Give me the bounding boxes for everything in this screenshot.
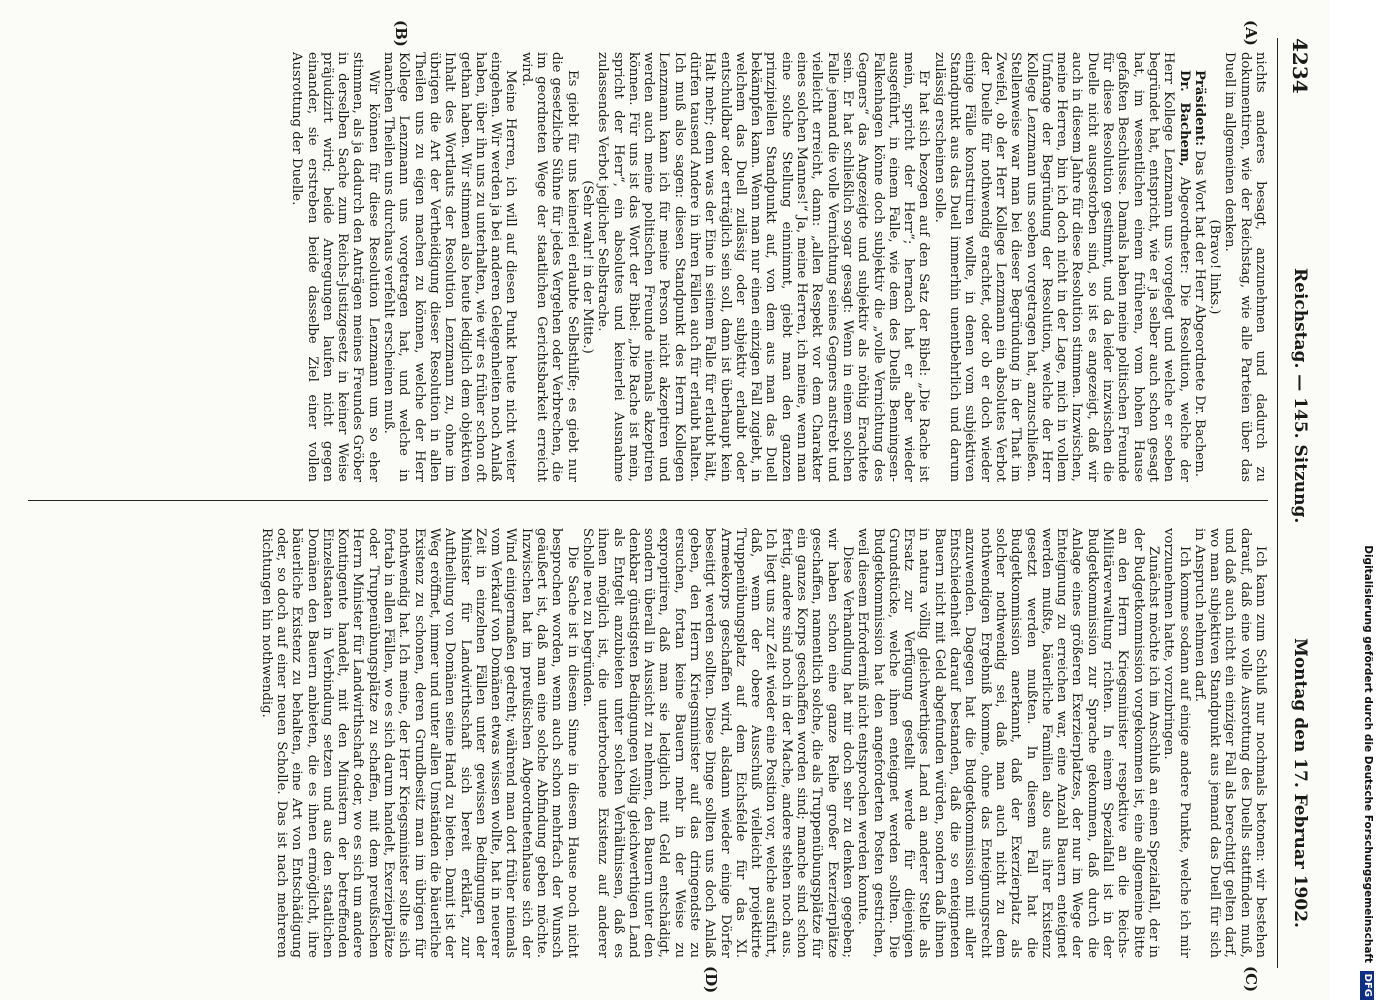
speaker-name: Dr. Bachem, <box>1176 70 1192 167</box>
paragraph: Wir können für diese Resolution Lenzmann um so eher stimmen, als ja dadurch den Anträgen meines Freundes Gröber in derselben Sache zum Reichs-Justizgesetz in keiner Weise präjudizirt wird; beide Anregungen laufen nicht gegen einander, sie erstreben beide dasselbe Ziel einer vollen Ausrottung der Duelle. <box>289 52 381 482</box>
running-head <box>1277 38 1322 968</box>
margin-letter-d: (D) <box>702 966 720 994</box>
dfg-logo: DFG <box>1360 971 1374 1000</box>
paragraph-text: Abgeordneter: Die Resolution, welche der Herr Kollege Lenzmann uns vorgelegt und welche er soeben begründet hat, entspricht, wie er ja selber auch schon gesagt hat, im wesentlichen einem früheren, vom hohen Hause gefaßten Beschlusse. Damals haben meine politischen Freunde für diese Resolution gestimmt, und da leider inzwischen die Duelle nicht ausgestorben sind, so ist es angezeigt, daß wir auch in diesem Jahre für diese Resolution stimmen. Inzwischen, meine Herren, bin ich doch nicht in der Lage, mich in vollem Umfange der Begründung der Resolution, welche der Herr Kollege Lenzmann uns soeben vorgetragen hat, anzuschließen. Stellenweise war man bei dieser Begründung in der That im Zweifel, ob der Herr Kollege Lenzmann ein absolutes Verbot der Duelle für nothwendig erachtet, oder ob er doch wieder einige Fälle konstruiren wollte, in denen vom subjektiven Standpunkt aus das Duell immerhin unentbehrlich und darum zulässig erscheinen solle. <box>931 52 1192 482</box>
paragraph: Meine Herren, ich will auf diesen Punkt heute nicht weiter eingehen. Wir werden ja bei anderen Gelegenheiten noch Anlaß haben, über ihn uns zu unterhalten, wie wir es früher schon oft gethan haben. Wir stimmen also heute lediglich dem objektiven Inhalt des Wortlauts der Resolution Lenzmann zu, ohne im übrigen die Art der Vertheidigung dieser Resolution in allen Theilen uns zu eigen machen zu können, welche der Herr Kollege Lenzmann uns vorgetragen hat, und welche in manchen Theilen uns durchaus verfehlt erscheinen muß. <box>381 52 519 482</box>
right-column <box>28 528 1268 958</box>
paragraph: nichts anderes besagt, anzunehmen und dadurch zu dokumentiren, wie der Reichstag, wie alle Parteien über das Duell im allgemeinen denken. <box>1222 52 1268 482</box>
paragraph: Ich komme sodann auf einige andere Punkte, welche ich mir vorzunehmen hatte, vorzubringen. <box>1161 528 1192 958</box>
left-column <box>28 52 1268 482</box>
paragraph <box>931 52 1191 482</box>
interjection: (Bravo! links.) <box>1207 219 1223 315</box>
margin-letter-c: (C) <box>1242 966 1260 993</box>
session-date: Montag den 17. Februar 1902. <box>1290 638 1310 928</box>
paragraph: Zunächst möchte ich im Anschluß an einen Spezialfall, der in der Budgetkommission vorgekommen ist, eine allgemeine Bitte an den Herrn Kriegsminister respektive an die Reichs-Militärverwaltung richten. In einem Spezialfall ist in der Budgetkommission zur Sprache gekommen, daß durch die Anlage eines größeren Exerzierplatzes, der nur im Wege der Enteignung zu erreichen war, eine Anzahl Bauern enteignet werden mußte, bäuerliche Familien also aus ihrer Existenz gesetzt werden mußten. In diesem Fall hat die Budgetkommission anerkannt, daß der Exerzierplatz als solcher nothwendig sei, daß man auch nicht zu dem nothwendigen Ergebniß komme, ohne das Enteignungsrecht anzuwenden. Dagegen hat die Budgetkommission mit aller Entschiedenheit darauf bestanden, daß die so enteigneten Bauern nicht mit Geld abgefunden würden, sondern daß ihnen in natura völlig gleichwerthiges Land an anderer Stelle als Ersatz zur Verfügung gestellt werde für diejenigen Grundstücke, welche ihnen enteignet werden sollten. Die Budgetkommission hat den angeforderten Posten gestrichen, weil diesem Erforderniß nicht entsprochen werden konnte. <box>855 528 1161 958</box>
session-title: Reichstag. — 145. Sitzung. <box>1290 268 1310 524</box>
digitization-note <box>1352 0 1383 1000</box>
paragraph: Die Sache ist in diesem Sinne in diesem Hause noch nicht besprochen worden, wenn auch schon mehrfach der Wunsch geäußert ist, daß man eine solche Abfindung geben möchte. Inzwischen hat im preußischen Abgeordnetenhause sich der Wind einigermaßen gedreht; während man dort früher niemals vom Verkauf von Domänen etwas wissen wollte, hat in neuerer Zeit in einzelnen Fällen unter gewissen Bedingungen der Minister für Landwirthschaft sich bereit erklärt, zur Auftheilung von Domänen seine Hand zu bieten. Damit ist der Weg eröffnet, immer und unter allen Umständen die bäuerliche Existenz zu schonen, deren Grundbesitz man im übrigen für nothwendig hat. Ich meine, der Herr Kriegsminister sollte sich fortab in allen Fällen, wo es sich darum handelt, Exerzierplätze oder Truppenübungsplätze zu schaffen, mit dem preußischen Herrn Minister für Landwirthschaft oder, wo es sich um andere Kontingente handelt, mit den Ministern der betreffenden Einzelstaaten in Verbindung setzen und aus den staatlichen Domänen den Bauern anbieten, die es ihnen ermöglicht, ihre bäuerliche Existenz zu behalten, eine Art von Entschädigung oder, so doch auf einer neuen Scholle. Das ist nach mehreren Richtungen hin nothwendig. <box>258 528 580 958</box>
paragraph: Er hat sich bezogen auf den Satz der Bibel: „Die Rache ist mein, spricht der Herr“; hernach hat er aber wieder ausgeführt, in einem Falle, wie dem des Duells Benningsen-Falkenhagen könne doch subjektiv die „volle Vernichtung des Gegners“ das Angezeigte und subjektiv als nöthig Erachtete sein. Er hat schließlich sogar gesagt: Wenn in einem solchen Falle jemand die volle Vernichtung seines Gegners anstrebt und vielleicht erreicht, dann: „allen Respekt vor dem Charakter eines solchen Mannes!“ Ja, meine Herren, ich meine, wenn man eine solche Stellung einnimmt, giebt man den ganzen prinzipiellen Standpunkt auf, von dem aus man das Duell bekämpfen kann. Wenn man nur einen einzigen Fall zugiebt, in welchem das Duell zulässig oder subjektiv erlaubt oder entschuldbar oder erträglich sein soll, dann ist überhaupt kein Halt mehr; denn was der Eine in seinem Falle für erlaubt hält, dürfen tausend Andere in ihren Fällen auch für erlaubt halten. Ich muß also sagen: diesen Standpunkt des Herrn Kollegen Lenzmann kann ich für meine Person nicht akzeptiren und werden auch meine politischen Freunde niemals akzeptiren können. Für uns ist das Wort der Bibel: „Die Rache ist mein, spricht der Herr“, ein absolutes und keinerlei Ausnahme zulassendes Verbot jeglicher Selbstrache. <box>595 52 932 482</box>
page-number: 4234 <box>1288 38 1312 94</box>
margin-letter-b: (B) <box>392 20 410 47</box>
speaker-name: Präsident: <box>1191 70 1207 147</box>
paragraph: Diese Verhandlung hat mir doch sehr zu denken gegeben; wir haben schon eine ganze Reihe großer Exerzierplätze geschaffen, namentlich solche, die als Truppenübungsplätze für ein ganzes Korps geschaffen worden sind; manche sind schon fertig, andere sind noch in der Mache, andere stehen noch aus. Ich liegt uns zur Zeit wieder eine Position vor, welche ausführt, daß, wenn der obere Ausschuß vielleicht projektirte Truppenübungsplatz auf dem Eichsfelde für das XI. Armeekorps geschaffen wird, alsdann wieder einige Dörfer beseitigt werden sollten. Diese Dinge sollten uns doch Anlaß geben, den Herrn Kriegsminister auf das dringendste zu ersuchen, fortan keine Bauern mehr in der Weise zu expropriiren, daß man sie lediglich mit Geld entschädigt, sondern überall in Aussicht zu nehmen, den Bauern unter den denkbar günstigsten Bedingungen völlig gleichwerthigen Land als Entgelt anzubieten unter solchen Verhältnissen, daß es ihnen möglich ist, die unterbrochene Existenz auf anderer Scholle neu zu begründen. <box>579 528 855 958</box>
digitization-text: Digitalisierung gefördert durch die Deutsche Forschungsgemeinschaft <box>1362 545 1374 963</box>
paragraph: Es giebt für uns keinerlei erlaubte Selbsthilfe; es giebt nur die gesetzliche Sühne für jedes Vergehen oder Verbrechen, die im geordneten Wege der staatlichen Gerichtsbarkeit erreicht wird. <box>518 52 580 482</box>
column-divider <box>28 500 1268 501</box>
paragraph-text: Das Wort hat der Herr Abgeordnete Dr. Bachem. <box>1191 150 1207 477</box>
paragraph <box>1192 52 1207 482</box>
paragraph: Ich kann zum Schluß nur nochmals betonen: wir bestehen darauf, daß eine volle Ausrottung des Duells stattfinden muß, und daß auch nicht ein einziger Fall als berechtigt gelten darf, wo man subjektiven Standpunkt aus jemand das Duell für sich in Anspruch nehmen darf. <box>1191 528 1268 958</box>
margin-letter-a: (A) <box>1242 20 1260 46</box>
interjection: (Sehr wahr! in der Mitte.) <box>579 180 595 354</box>
